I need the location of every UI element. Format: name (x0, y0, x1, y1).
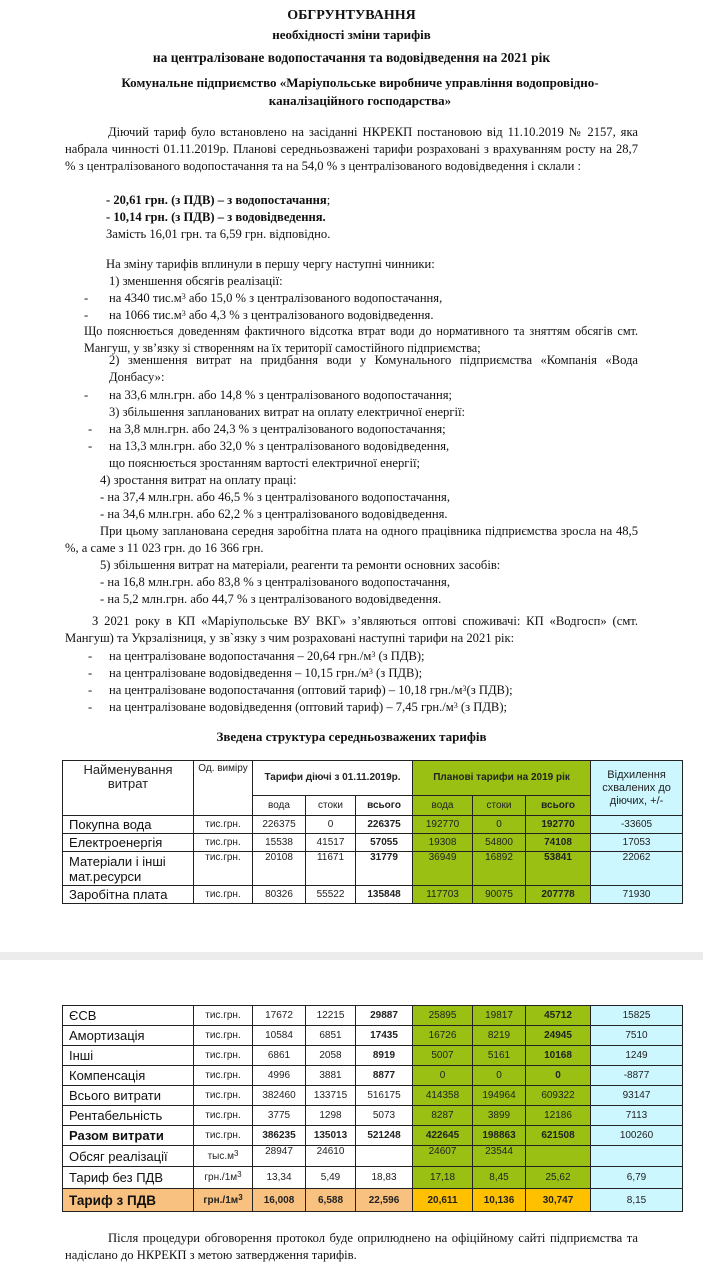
cell-planned-total: 24945 (526, 1026, 591, 1046)
factor-5-item-b: - на 5,2 млн.грн. або 44,7 % з централізованого водовідведення. (100, 592, 442, 606)
cell-planned-total: 192770 (526, 816, 591, 834)
superscript: 3 (462, 684, 467, 693)
cell-planned-water: 36949 (413, 852, 473, 886)
table-row (63, 1146, 683, 1167)
row-unit: тис.грн. (194, 852, 253, 886)
cell-current-water: 16,008 (253, 1189, 306, 1212)
cell-planned-water: 192770 (413, 816, 473, 834)
row-unit: тис.грн. (194, 834, 253, 852)
wholesale-dash-1: - (88, 649, 93, 663)
wholesale-tariff-1-tail: (з ПДВ); (375, 649, 425, 663)
document-scope: на централізоване водопостачання та водовідведення на 2021 рік (152, 50, 551, 65)
wholesale-dash-4: - (88, 700, 93, 714)
cell-deviation: -33605 (591, 816, 683, 834)
cell-planned-sewage: 90075 (473, 886, 526, 904)
wholesale-tariff-3-text: на централізоване водопостачання (оптовий тариф) – 10,18 грн./м (109, 683, 463, 697)
cell-planned-water: 8287 (413, 1106, 473, 1126)
row-unit: тис.грн. (194, 1126, 253, 1146)
cell-planned-water: 16726 (413, 1026, 473, 1046)
factor-2-item-a: на 33,6 млн.грн. або 14,8 % з централізованого водопостачання; (109, 388, 452, 402)
cell-planned-total: 53841 (526, 852, 591, 886)
wholesale-tariff-2-tail: (з ПДВ); (372, 666, 423, 680)
wholesale-tariff-1-text: на централізоване водопостачання – 20,64 грн./м (109, 649, 372, 663)
cell-planned-water: 19308 (413, 834, 473, 852)
subheader-planned-sewage: стоки (473, 796, 526, 816)
table-row (63, 852, 683, 886)
tariff-table-part-1 (62, 760, 683, 904)
cell-current-sewage: 6,588 (306, 1189, 356, 1212)
cell-current-total: 226375 (356, 816, 413, 834)
row-unit: тис.грн. (194, 886, 253, 904)
cell-current-total (356, 1146, 413, 1167)
cell-current-total: 8877 (356, 1066, 413, 1086)
cell-current-total: 521248 (356, 1126, 413, 1146)
cell-planned-total: 621508 (526, 1126, 591, 1146)
organization-name (90, 74, 630, 110)
row-name: Рентабельність (63, 1106, 194, 1126)
superscript: 3 (371, 650, 376, 659)
cell-planned-total: 30,747 (526, 1189, 591, 1212)
cell-current-water: 6861 (253, 1046, 306, 1066)
cell-planned-total: 609322 (526, 1086, 591, 1106)
cell-current-water: 10584 (253, 1026, 306, 1046)
factor-5-item-a: - на 16,8 млн.грн. або 83,8 % з централізованого водопостачання, (100, 575, 450, 589)
factor-1-explanation: Що пояснюється доведенням фактичного відсотка втрат води до нормативного та зняттям обсягів смт. Мангуш, у зв’язку зі створенням на їх території самостійного підприємства; (84, 324, 638, 355)
cell-planned-total: 10168 (526, 1046, 591, 1066)
cell-planned-sewage: 8,45 (473, 1167, 526, 1189)
cell-planned-sewage: 19817 (473, 1006, 526, 1026)
wholesale-tariff-4 (109, 699, 507, 716)
subheader-current-sewage: стоки (306, 796, 356, 816)
header-unit: Од. виміру (194, 761, 253, 816)
factor-4-item-b: - на 34,6 млн.грн. або 62,2 % з централізованого водовідведення. (100, 507, 448, 521)
cell-planned-sewage: 16892 (473, 852, 526, 886)
row-name: Матеріали і інші мат.ресурси (63, 852, 194, 886)
subheader-planned-water: вода (413, 796, 473, 816)
cell-current-sewage: 6851 (306, 1026, 356, 1046)
cell-planned-water: 422645 (413, 1126, 473, 1146)
factor-2-title: 2) зменшення витрат на придбання води у Комунального підприємства «Компанія «Вода Донбасу»: (109, 353, 638, 384)
cell-deviation: 7113 (591, 1106, 683, 1126)
factor-4-title: 4) зростання витрат на оплату праці: (100, 473, 297, 487)
cell-planned-water: 0 (413, 1066, 473, 1086)
unit-text: грн./1м (204, 1172, 238, 1183)
cell-planned-sewage: 10,136 (473, 1189, 526, 1212)
wholesale-tariff-4-tail: (з ПДВ); (457, 700, 508, 714)
cell-current-sewage: 12215 (306, 1006, 356, 1026)
row-unit: тис.грн. (194, 1106, 253, 1126)
intro-tariff-water-text: - 20,61 грн. (з ПДВ) – з водопостачання (106, 193, 327, 207)
cell-planned-total: 74108 (526, 834, 591, 852)
cell-current-water: 386235 (253, 1126, 306, 1146)
intro-tariff-water (106, 192, 330, 209)
superscript: 3 (238, 1192, 243, 1202)
cell-deviation: 6,79 (591, 1167, 683, 1189)
factor-3-title: 3) збільшення запланованих витрат на оплату електричної енергії: (109, 405, 466, 419)
organization-line-2: каналізаційного господарства» (268, 93, 452, 108)
cell-deviation: 22062 (591, 852, 683, 886)
table-row (63, 1066, 683, 1086)
table-row (63, 816, 683, 834)
cell-planned-water: 414358 (413, 1086, 473, 1106)
cell-current-sewage: 133715 (306, 1086, 356, 1106)
row-unit: тис.грн. (194, 1086, 253, 1106)
cell-planned-total: 25,62 (526, 1167, 591, 1189)
intro-tariff-sewage: - 10,14 грн. (з ПДВ) – з водовідведення. (106, 210, 326, 224)
factor-1-item-a-text (109, 290, 442, 307)
cell-current-water: 13,34 (253, 1167, 306, 1189)
cell-current-water: 20108 (253, 852, 306, 886)
cell-deviation: 7510 (591, 1026, 683, 1046)
row-unit: тис.грн. (194, 1026, 253, 1046)
wholesale-tariff-3 (109, 682, 513, 699)
cell-planned-sewage: 198863 (473, 1126, 526, 1146)
row-name: Компенсація (63, 1066, 194, 1086)
superscript: 3 (237, 1170, 242, 1179)
cell-planned-total: 12186 (526, 1106, 591, 1126)
cell-planned-water: 20,611 (413, 1189, 473, 1212)
cell-planned-sewage: 54800 (473, 834, 526, 852)
table-row (63, 1046, 683, 1066)
cell-current-total: 22,596 (356, 1189, 413, 1212)
table-row (63, 1167, 683, 1189)
wholesale-paragraph: З 2021 року в КП «Маріупольське ВУ ВКГ» з’являються оптові споживачі: КП «Водгосп» (смт. Мангуш) та Укрзалізниця, у зв`язку з чим розраховані наступні тарифи на 2021 рік: (65, 614, 638, 645)
row-name: ЄСВ (63, 1006, 194, 1026)
cell-current-total: 18,83 (356, 1167, 413, 1189)
row-name: Разом витрати (63, 1126, 194, 1146)
factor-4-item-a: - на 37,4 млн.грн. або 46,5 % з централізованого водопостачання, (100, 490, 450, 504)
table-row-tariff-vat (63, 1189, 683, 1212)
factor-4-explanation: При цьому запланована середня заробітна плата на одного працівника підприємства зросла на 48,5 %, а саме з 11 023 грн. до 16 366 грн. (65, 524, 638, 555)
cell-current-water: 4996 (253, 1066, 306, 1086)
cell-current-sewage: 2058 (306, 1046, 356, 1066)
factor-1a-tail: або 15,0 % з централізованого водопостачання, (185, 291, 443, 305)
unit-text: грн./1м (203, 1194, 239, 1206)
factor-3-item-a: на 3,8 млн.грн. або 24,3 % з централізованого водопостачання; (109, 422, 446, 436)
wholesale-tariff-1 (109, 648, 425, 665)
factor-1b-tail: або 4,3 % з централізованого водовідведення. (185, 308, 434, 322)
cell-current-total: 29887 (356, 1006, 413, 1026)
superscript: 3 (368, 667, 373, 676)
cell-planned-sewage: 5161 (473, 1046, 526, 1066)
cell-deviation: 93147 (591, 1086, 683, 1106)
row-unit (194, 1146, 253, 1167)
cell-planned-sewage: 0 (473, 1066, 526, 1086)
row-unit: тис.грн. (194, 816, 253, 834)
factor-3-dash-b: - (88, 439, 93, 453)
cell-deviation: 100260 (591, 1126, 683, 1146)
cell-current-sewage: 3881 (306, 1066, 356, 1086)
tariff-table-part-2 (62, 1005, 683, 1212)
row-unit: тис.грн. (194, 1006, 253, 1026)
cell-planned-water: 117703 (413, 886, 473, 904)
cell-planned-water: 25895 (413, 1006, 473, 1026)
row-unit: тис.грн. (194, 1046, 253, 1066)
table-row (63, 886, 683, 904)
superscript: 3 (181, 292, 186, 301)
superscript: 3 (453, 701, 458, 710)
cell-current-water: 226375 (253, 816, 306, 834)
subheader-current-total: всього (356, 796, 413, 816)
row-name: Заробітна плата (63, 886, 194, 904)
wholesale-dash-3: - (88, 683, 93, 697)
factor-1-item-b: - (84, 308, 89, 322)
cell-current-water: 28947 (253, 1146, 306, 1167)
cell-planned-total: 0 (526, 1066, 591, 1086)
cell-current-sewage: 1298 (306, 1106, 356, 1126)
row-unit: тис.грн. (194, 1066, 253, 1086)
factor-1-item-a: - (84, 291, 89, 305)
factor-3-explanation: що пояснюється зростанням вартості електричної енергії; (109, 456, 420, 470)
cell-current-total: 516175 (356, 1086, 413, 1106)
cell-current-sewage: 55522 (306, 886, 356, 904)
row-name: Амортизація (63, 1026, 194, 1046)
wholesale-tariff-3-tail: (з ПДВ); (466, 683, 513, 697)
cell-current-sewage: 0 (306, 816, 356, 834)
wholesale-tariff-2 (109, 665, 422, 682)
header-current-tariffs: Тарифи діючі з 01.11.2019р. (253, 761, 413, 796)
factor-3-item-b: на 13,3 млн.грн. або 32,0 % з централізованого водовідведення, (109, 439, 450, 453)
header-deviation: Відхилення схвалених до діючих, +/- (591, 761, 683, 816)
cell-deviation: 17053 (591, 834, 683, 852)
cell-deviation: 15825 (591, 1006, 683, 1026)
cell-planned-water: 17,18 (413, 1167, 473, 1189)
factor-1a-value: на 4340 тис.м (109, 291, 182, 305)
cell-current-total: 17435 (356, 1026, 413, 1046)
subheader-current-water: вода (253, 796, 306, 816)
cell-current-total: 57055 (356, 834, 413, 852)
cell-current-total: 5073 (356, 1106, 413, 1126)
organization-line-1: Комунальне підприємство «Маріупольське виробниче управління водопровідно- (121, 75, 599, 90)
table-row (63, 1106, 683, 1126)
cell-planned-sewage: 3899 (473, 1106, 526, 1126)
table-row (63, 1006, 683, 1026)
cell-planned-sewage: 0 (473, 816, 526, 834)
table-row (63, 834, 683, 852)
factor-5-title: 5) збільшення витрат на матеріали, реагенти та ремонти основних засобів: (100, 558, 501, 572)
cell-current-total: 135848 (356, 886, 413, 904)
cell-planned-sewage: 23544 (473, 1146, 526, 1167)
cell-current-water: 80326 (253, 886, 306, 904)
document-subtitle: необхідності зміни тарифів (272, 27, 431, 42)
cell-deviation: 1249 (591, 1046, 683, 1066)
intro-tariff-water-tail: ; (326, 193, 331, 207)
intro-paragraph: Діючий тариф було встановлено на засіданні НКРЕКП постановою від 11.10.2019 № 2157, яка набрала чинності 01.11.2019р. Планові середньозважені тарифи розраховані з врахуванням росту на 28,7 % з централізованого водопостачання та на 54,0 % з централізованого водовідведення і склали : (65, 125, 638, 173)
table-row (63, 1086, 683, 1106)
cell-planned-sewage: 194964 (473, 1086, 526, 1106)
row-unit (194, 1167, 253, 1189)
unit-text: тыс.м (207, 1150, 234, 1162)
factor-1b-value: на 1066 тис.м (109, 308, 182, 322)
cell-current-sewage: 41517 (306, 834, 356, 852)
table-header-row (63, 761, 683, 796)
cell-current-sewage: 24610 (306, 1146, 356, 1167)
cell-current-sewage: 11671 (306, 852, 356, 886)
superscript: 3 (181, 309, 186, 318)
factor-1-title: 1) зменшення обсягів реалізації: (109, 274, 283, 288)
cell-current-water: 3775 (253, 1106, 306, 1126)
factor-2-dash: - (84, 388, 89, 402)
closing-paragraph: Після процедури обговорення протокол буде оприлюднено на офіційному сайті підприємства та надіслано до НКРЕКП з метою затвердження тарифів. (65, 1231, 638, 1262)
cell-current-water: 382460 (253, 1086, 306, 1106)
subheader-planned-total: всього (526, 796, 591, 816)
table-caption: Зведена структура середньозважених тарифів (216, 729, 487, 744)
cell-deviation (591, 1146, 683, 1167)
table-row (63, 1026, 683, 1046)
row-name: Покупна вода (63, 816, 194, 834)
row-name: Обсяг реалізації (63, 1146, 194, 1167)
cell-deviation: 8,15 (591, 1189, 683, 1212)
wholesale-dash-2: - (88, 666, 93, 680)
factors-lead: На зміну тарифів вплинули в першу чергу наступні чинники: (106, 257, 435, 271)
factor-3-dash-a: - (88, 422, 93, 436)
header-planned-tariffs: Планові тарифи на 2019 рік (413, 761, 591, 796)
cell-deviation: 71930 (591, 886, 683, 904)
cell-planned-total: 45712 (526, 1006, 591, 1026)
cell-current-sewage: 5,49 (306, 1167, 356, 1189)
row-name: Електроенергія (63, 834, 194, 852)
row-name: Тариф з ПДВ (63, 1189, 194, 1212)
page-break (0, 952, 703, 960)
cell-planned-water: 5007 (413, 1046, 473, 1066)
document-page-2 (0, 960, 703, 1280)
cell-current-water: 17672 (253, 1006, 306, 1026)
cell-planned-sewage: 8219 (473, 1026, 526, 1046)
cell-current-water: 15538 (253, 834, 306, 852)
document-title: ОБГРУНТУВАННЯ (287, 8, 416, 23)
cell-deviation: -8877 (591, 1066, 683, 1086)
cell-current-sewage: 135013 (306, 1126, 356, 1146)
wholesale-tariff-2-text: на централізоване водовідведення – 10,15 грн./м (109, 666, 369, 680)
superscript: 3 (233, 1148, 239, 1158)
factor-1-item-b-text (109, 307, 433, 324)
row-unit (194, 1189, 253, 1212)
wholesale-tariff-4-text: на централізоване водовідведення (оптовий тариф) – 7,45 грн./м (109, 700, 454, 714)
cell-current-total: 8919 (356, 1046, 413, 1066)
row-name: Всього витрати (63, 1086, 194, 1106)
row-name: Інші (63, 1046, 194, 1066)
table-row-total (63, 1126, 683, 1146)
row-name: Тариф без ПДВ (63, 1167, 194, 1189)
cell-current-total: 31779 (356, 852, 413, 886)
cell-planned-total: 207778 (526, 886, 591, 904)
cell-planned-water: 24607 (413, 1146, 473, 1167)
header-name: Найменування витрат (63, 761, 194, 816)
cell-planned-total (526, 1146, 591, 1167)
intro-instead: Замість 16,01 грн. та 6,59 грн. відповідно. (106, 227, 331, 241)
